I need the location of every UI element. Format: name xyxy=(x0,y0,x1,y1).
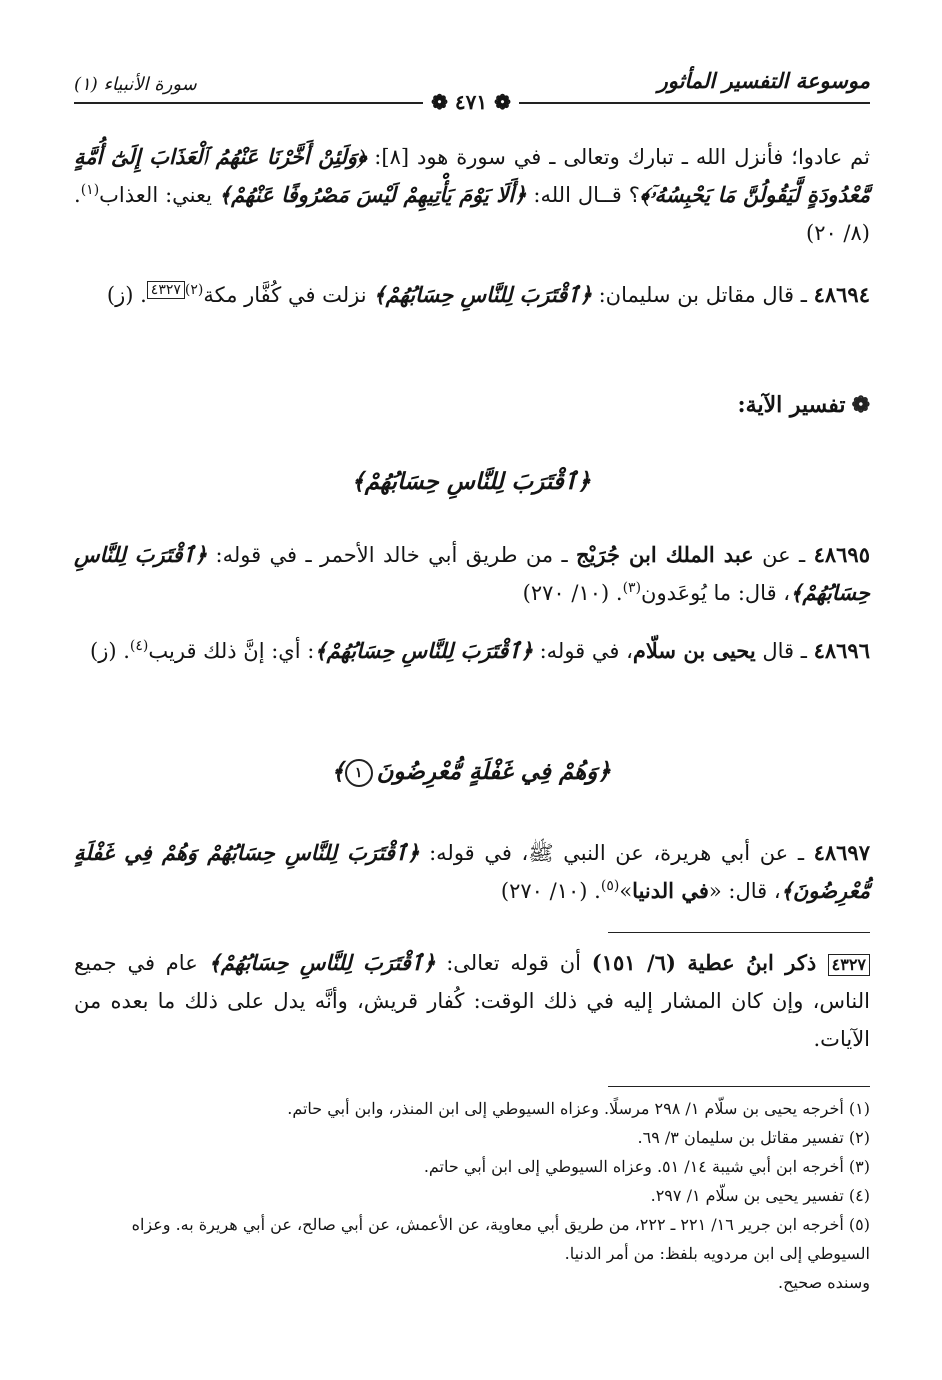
entry-number: ٤٨٦٩٥ xyxy=(813,542,870,567)
entry-number: ٤٨٦٩٧ xyxy=(813,840,870,865)
footnote-3: (٣) أخرجه ابن أبي شيبة ١٤/ ٥١. وعزاه السيوطي إلى ابن أبي حاتم. xyxy=(423,1157,870,1176)
entry-48696: ٤٨٦٩٦ ـ قال يحيى بن سلّام، في قوله: ﴿ٱقْتَرَبَ لِلنَّاسِ حِسَابُهُمْ﴾: أي: إنَّ ذلك قريب$^{(٤)}$. (ز) xyxy=(90,638,870,663)
section-heading: ❁تفسير الآية: xyxy=(737,392,870,418)
commentary-separator xyxy=(608,932,870,933)
quran-quote: ﴿ٱقْتَرَبَ لِلنَّاسِ حِسَابُهُمْ﴾ xyxy=(314,638,533,663)
page-number-wrap xyxy=(0,90,942,114)
ayah-number-mark: ١ xyxy=(345,759,373,787)
entry-48694: ٤٨٦٩٤ ـ قال مقاتل بن سليمان: ﴿ٱقْتَرَبَ لِلنَّاسِ حِسَابُهُمْ﴾ نزلت في كُفَّار مكة$^{(٢)}$٤٣٢٧. (ز) xyxy=(106,282,870,307)
footnote-4: (٤) تفسير يحيى بن سلّام ١/ ٢٩٧. xyxy=(650,1186,870,1205)
commentary-lead: ذكر ابنُ عطية (٦/ ١٥١) xyxy=(591,950,828,975)
footnote-ref: (١) xyxy=(80,182,100,198)
narrator-name: يحيى بن سلّام xyxy=(632,638,756,663)
quran-quote: ﴿ٱقْتَرَبَ لِلنَّاسِ حِسَابُهُمْ﴾ xyxy=(373,282,592,307)
footnote-5-continued: وسنده صحيح. xyxy=(778,1273,870,1292)
surah-title: سورة الأنبياء (١) xyxy=(74,74,197,95)
footnote-2: (٢) تفسير مقاتل بن سليمان ٣/ ٦٩. xyxy=(637,1128,870,1147)
footnote-ref: (٣) xyxy=(622,580,642,596)
entry-48697: ٤٨٦٩٧ ـ عن أبي هريرة، عن النبي ﷺ، في قوله: ﴿ٱقْتَرَبَ لِلنَّاسِ حِسَابُهُمْ وَهُمْ فِي غَفْلَةٍ مُّعْرِضُونَ﴾، قال: «في الدنيا»$^{(٥)}$. (١٠/ ٢٧٠) xyxy=(74,840,870,903)
quran-quote: ﴿وَلَئِنْ أَخَّرْنَا عَنْهُمُ ٱلْعَذَابَ إِلَىٰٓ أُمَّةٍ مَّعْدُودَةٍ لَّيَقُولُنَّ مَا يَحْبِسُهُۥٓ﴾ xyxy=(74,144,870,207)
entry-number: ٤٨٦٩٦ xyxy=(813,638,870,663)
rosette-icon: ❁ xyxy=(851,392,870,418)
verse-heading-2: ﴿وَهُمْ فِي غَفْلَةٍ مُّعْرِضُونَ١﴾ xyxy=(331,758,611,785)
entry-number: ٤٨٦٩٤ xyxy=(813,282,870,307)
commentary-number-box: ٤٣٢٧ xyxy=(828,954,870,976)
footnotes xyxy=(74,1094,870,1297)
commentary-block: ٤٣٢٧ ذكر ابنُ عطية (٦/ ١٥١) أن قوله تعالى: ﴿ٱقْتَرَبَ لِلنَّاسِ حِسَابُهُمْ﴾ عام في جميع الناس، وإن كان المشار إليه في ذلك الوقت: كُفار قريش، وأنَّه يدل على ذلك ما بعده من الآيات. xyxy=(74,950,870,1051)
footnote-5: (٥) أخرجه ابن جرير ١٦/ ٢٢١ ـ ٢٢٢، من طريق أبي معاوية، عن الأعمش، عن أبي صالح، عن أبي هريرة به. وعزاه السيوطي إلى ابن مردويه بلفظ: من أمر الدنيا. xyxy=(131,1215,870,1263)
quran-quote: ﴿ٱقْتَرَبَ لِلنَّاسِ حِسَابُهُمْ وَهُمْ فِي غَفْلَةٍ مُّعْرِضُونَ﴾ xyxy=(74,840,870,903)
verse-heading-1: ﴿ٱقْتَرَبَ لِلنَّاسِ حِسَابُهُمْ﴾ xyxy=(351,468,591,495)
quran-quote: ﴿أَلَا يَوْمَ يَأْتِيهِمْ لَيْسَ مَصْرُوفًا عَنْهُمْ﴾ xyxy=(218,182,527,207)
footnotes-separator xyxy=(608,1086,870,1087)
book-title: موسوعة التفسير المأثور xyxy=(657,68,870,93)
commentary-ref-box: ٤٣٢٧ xyxy=(147,281,185,299)
quran-quote: ﴿ٱقْتَرَبَ لِلنَّاسِ حِسَابُهُمْ﴾ xyxy=(208,950,436,975)
paragraph-continuation: ثم عادوا؛ فأنزل الله ـ تبارك وتعالى ـ في سورة هود [٨]: ﴿وَلَئِنْ أَخَّرْنَا عَنْهُمُ ٱلْعَذَابَ إِلَىٰٓ أُمَّةٍ مَّعْدُودَةٍ لَّيَقُولُنَّ مَا يَحْبِسُهُۥٓ﴾؟ قــال الله: ﴿أَلَا يَوْمَ يَأْتِيهِمْ لَيْسَ مَصْرُوفًا عَنْهُمْ﴾ يعني: العذاب$^{(١)}$. (٨/ ٢٠) xyxy=(74,144,870,245)
quran-quote: ﴿ٱقْتَرَبَ لِلنَّاسِ حِسَابُهُمْ﴾ xyxy=(74,542,870,605)
footnote-ref: (٢) xyxy=(184,282,204,298)
page-number: ❁ ٤٧١ ❁ xyxy=(423,90,519,114)
hadith-answer: في الدنيا xyxy=(632,878,709,903)
footnote-ref: (٤) xyxy=(129,638,149,654)
footnote-ref: (٥) xyxy=(600,878,620,894)
narrator-name: عبد الملك ابن جُرَيْج xyxy=(576,542,754,567)
footnote-1: (١) أخرجه يحيى بن سلّام ١/ ٢٩٨ مرسلًا. وعزاه السيوطي إلى ابن المنذر، وابن أبي حاتم. xyxy=(287,1099,870,1118)
entry-48695: ٤٨٦٩٥ ـ عن عبد الملك ابن جُرَيْج ـ من طريق أبي خالد الأحمر ـ في قوله: ﴿ٱقْتَرَبَ لِلنَّاسِ حِسَابُهُمْ﴾، قال: ما يُوعَدون$^{(٣)}$. (١٠/ ٢٧٠) xyxy=(74,542,870,605)
